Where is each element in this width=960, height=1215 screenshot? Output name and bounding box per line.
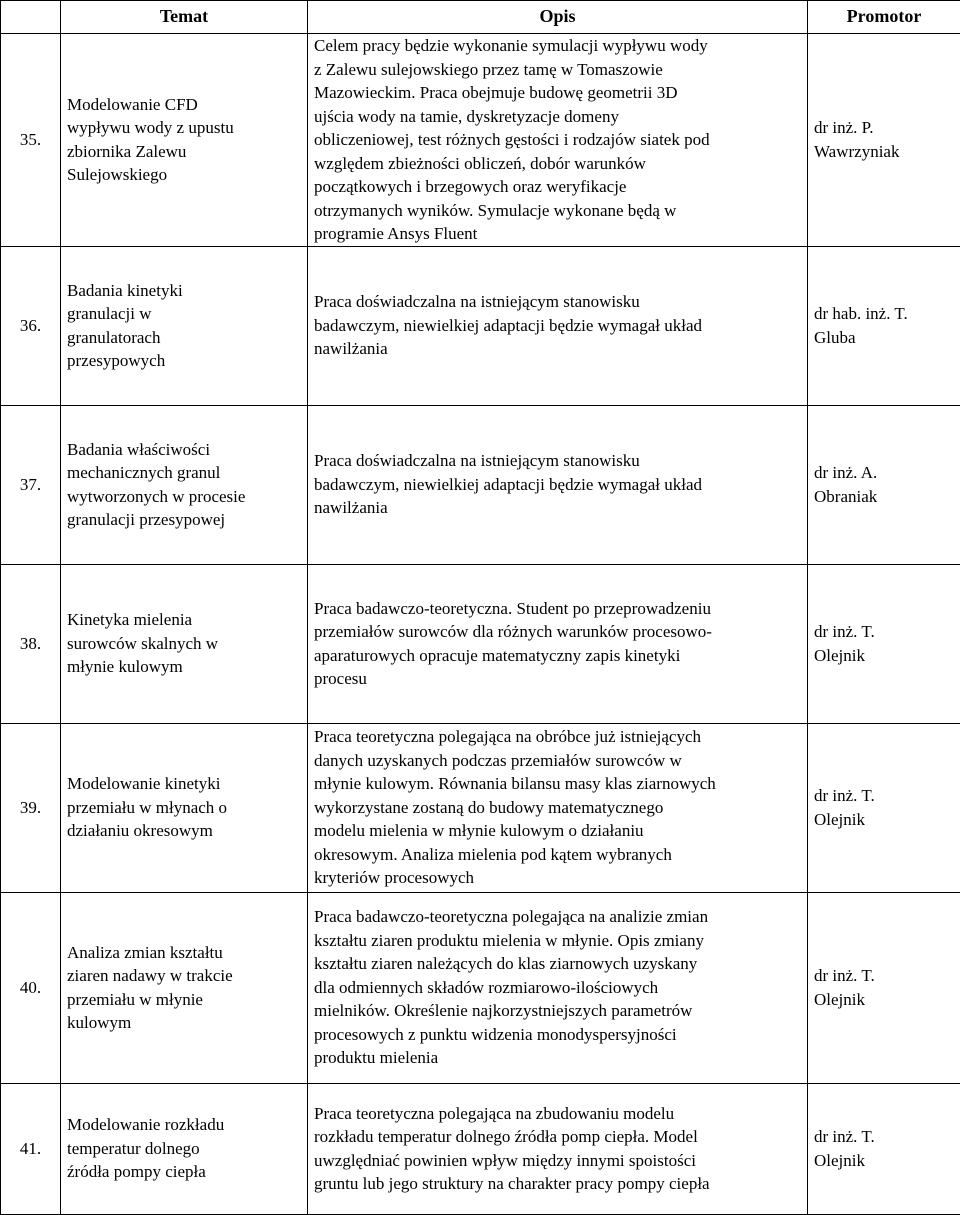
row-number: 39.: [1, 723, 61, 892]
row-topic: Modelowanie CFD wypływu wody z upustu zbiornika Zalewu Sulejowskiego: [61, 34, 308, 247]
row-promoter: dr inż. T. Olejnik: [808, 564, 960, 723]
row-topic: Badania właściwości mechanicznych granul wytworzonych w procesie granulacji przesypowej: [61, 405, 308, 564]
table-row: [1, 34, 960, 247]
row-number: 38.: [1, 564, 61, 723]
row-promoter: dr inż. A. Obraniak: [808, 405, 960, 564]
header-promoter: Promotor: [808, 1, 960, 34]
row-description: Praca teoretyczna polegająca na zbudowaniu modelu rozkładu temperatur dolnego źródła pomp ciepła. Model uwzględniać powinien wpływ między innymi spoistości gruntu lub jego struktury na charakter pracy pompy ciepła: [308, 1083, 808, 1214]
row-topic: Badania kinetyki granulacji w granulatorach przesypowych: [61, 246, 308, 405]
row-number: 35.: [1, 34, 61, 247]
row-promoter: dr inż. T. Olejnik: [808, 1083, 960, 1214]
row-description: Praca teoretyczna polegająca na obróbce już istniejących danych uzyskanych podczas przemiałów surowców w młynie kulowym. Równania bilansu masy klas ziarnowych wykorzystane zostaną do budowy matematycznego modelu mielenia w młynie kulowym o działaniu okresowym. Analiza mielenia pod kątem wybranych kryteriów procesowych: [308, 723, 808, 892]
row-promoter: dr hab. inż. T. Gluba: [808, 246, 960, 405]
table-row: [1, 405, 960, 564]
row-number: 37.: [1, 405, 61, 564]
row-description: Praca doświadczalna na istniejącym stanowisku badawczym, niewielkiej adaptacji będzie wymagał układ nawilżania: [308, 246, 808, 405]
row-promoter: dr inż. P. Wawrzyniak: [808, 34, 960, 247]
row-topic: Modelowanie rozkładu temperatur dolnego źródła pompy ciepła: [61, 1083, 308, 1214]
row-promoter: dr inż. T. Olejnik: [808, 723, 960, 892]
row-description: Celem pracy będzie wykonanie symulacji wypływu wody z Zalewu sulejowskiego przez tamę w Tomaszowie Mazowieckim. Praca obejmuje budowę geometrii 3D ujścia wody na tamie, dyskretyzacje domeny obliczeniowej, test różnych gęstości i rodzajów siatek pod względem zbieżności obliczeń, dobór warunków początkowych i brzegowych oraz weryfikacje otrzymanych wyników. Symulacje wykonane będą w programie Ansys Fluent: [308, 34, 808, 247]
table-row: [1, 564, 960, 723]
header-number: [1, 1, 61, 34]
table-row: [1, 246, 960, 405]
row-topic: Modelowanie kinetyki przemiału w młynach o działaniu okresowym: [61, 723, 308, 892]
row-topic: Kinetyka mielenia surowców skalnych w młynie kulowym: [61, 564, 308, 723]
table-header-row: [1, 1, 960, 34]
row-number: 41.: [1, 1083, 61, 1214]
row-topic: Analiza zmian kształtu ziaren nadawy w trakcie przemiału w młynie kulowym: [61, 892, 308, 1083]
row-number: 36.: [1, 246, 61, 405]
row-description: Praca doświadczalna na istniejącym stanowisku badawczym, niewielkiej adaptacji będzie wymagał układ nawilżania: [308, 405, 808, 564]
table-row: [1, 1083, 960, 1214]
row-promoter: dr inż. T. Olejnik: [808, 892, 960, 1083]
row-description: Praca badawczo-teoretyczna polegająca na analizie zmian kształtu ziaren produktu mielenia w młynie. Opis zmiany kształtu ziaren należących do klas ziarnowych uzyskany dla odmiennych składów rozmiarowo-ilościowych mielników. Określenie najkorzystniejszych parametrów procesowych z punktu widzenia monodyspersyjności produktu mielenia: [308, 892, 808, 1083]
table-row: [1, 723, 960, 892]
row-description: Praca badawczo-teoretyczna. Student po przeprowadzeniu przemiałów surowców dla różnych warunków procesowo- aparaturowych opracuje matematyczny zapis kinetyki procesu: [308, 564, 808, 723]
header-topic: Temat: [61, 1, 308, 34]
table-row: [1, 892, 960, 1083]
header-description: Opis: [308, 1, 808, 34]
row-number: 40.: [1, 892, 61, 1083]
